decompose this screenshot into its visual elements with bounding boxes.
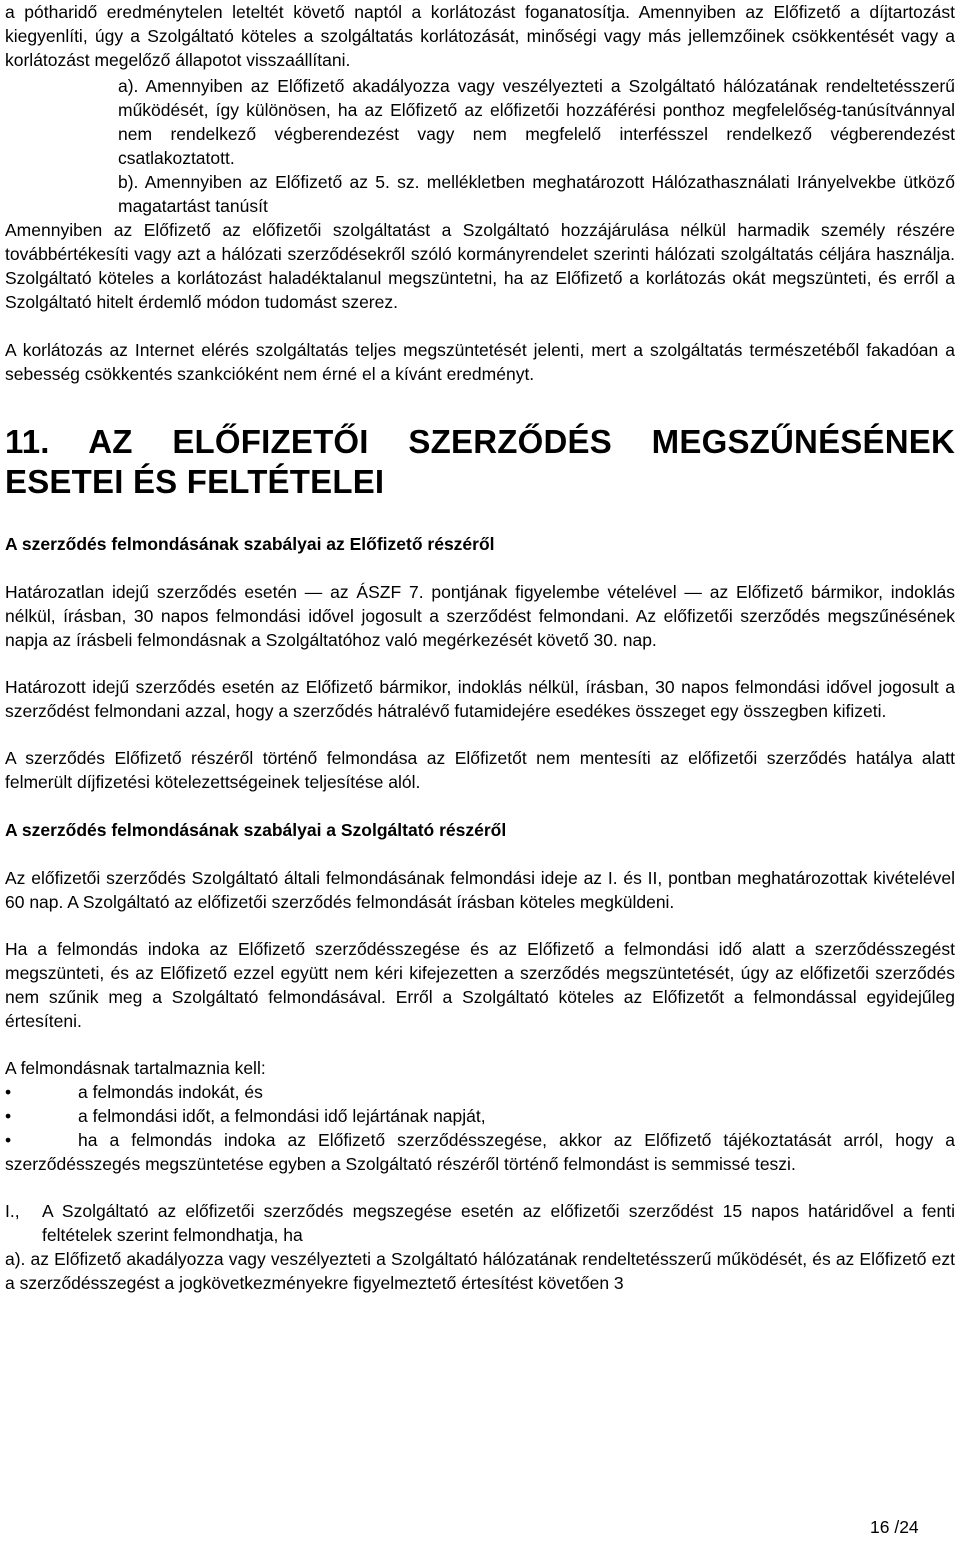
bullet-icon: •	[5, 1106, 12, 1126]
paragraph-item-a: a). Amennyiben az Előfizető akadályozza vagy veszélyezteti a Szolgáltató hálózatának rendeltetésszerű működését, így különösen, ha az Előfizető az előfizetői hozzáférési ponthoz megfelelőség-tanúsítvánnyal nem rendelkező végberendezést vagy nem megfelelő interfésszel rendelkező végberendezést csatlakoztatott.	[118, 76, 955, 168]
paragraph-indefinite-contract: Határozatlan idejű szerződés esetén — az ÁSZF 7. pontjának figyelembe vételével — az Előfizető bármikor, indoklás nélkül, írásban, 30 napos felmondási idővel jogosult a szerződést felmondani. Az előfizetői szerződés megszűnésének napja az írásbeli felmondásnak a Szolgáltatóhoz való megérkezését követő 30. nap.	[5, 582, 955, 650]
document-page	[5, 0, 955, 1295]
subheading-provider-termination: A szerződés felmondásának szabályai a Szolgáltató részéről	[5, 820, 507, 840]
list-item: • a felmondási időt, a felmondási idő lejártának napját,	[5, 1106, 486, 1126]
roman-item-text: A Szolgáltató az előfizetői szerződés megszegése esetén az előfizetői szerződést 15 napos határidővel a fenti feltételek szerint felmondhatja, ha	[42, 1201, 955, 1245]
list-item: • ha a felmondás indoka az Előfizető szerződésszegése, akkor az Előfizető tájékoztatását arról, hogy a szerződésszegés megszüntetése egyben a Szolgáltató részéről történő felmondást is semmissé teszi.	[5, 1130, 955, 1174]
list-item: • a felmondás indokát, és	[5, 1082, 263, 1102]
paragraph-restriction-lifting: a pótharidő eredménytelen leteltét követő naptól a korlátozást foganatosítja. Amennyiben az Előfizető a díjtartozást kiegyenlíti, úgy a Szolgáltató köteles a szolgáltatás korlátozását, minőségi vagy más jellemzőinek csökkentését vagy a korlátozást megelőző állapotot visszaállítani.	[5, 2, 955, 70]
paragraph-internet-restriction: A korlátozás az Internet elérés szolgáltatás teljes megszüntetését jelenti, mert a szolgáltatás természetéből fakadóan a sebesség csökkentés szankcióként nem érné el a kívánt eredményt.	[5, 340, 955, 384]
paragraph-item-b: b). Amennyiben az Előfizető az 5. sz. mellékletben meghatározott Hálózathasználati Irányelvekbe ütköző magatartást tanúsít	[118, 172, 955, 216]
paragraph-last-item-a: a). az Előfizető akadályozza vagy veszélyezteti a Szolgáltató hálózatának rendeltetésszerű működését, és az Előfizető ezt a szerződésszegést a jogkövetkezményekre figyelmeztető értesítést követően 3	[5, 1249, 955, 1293]
paragraph-breach-remedied: Ha a felmondás indoka az Előfizető szerződésszegése és az Előfizető a felmondási idő alatt a szerződésszegést megszünteti, és az Előfizető ezzel együtt nem kéri kifejezetten a szerződés megszüntetését, úgy az előfizetői szerződés nem szűnik meg a Szolgáltató felmondásával. Erről a Szolgáltató köteles az Előfizetőt a felmondással egyidejűleg értesíteni.	[5, 939, 955, 1031]
roman-numeral: I.,	[5, 1201, 20, 1221]
bullet-icon: •	[5, 1130, 12, 1150]
subheading-subscriber-termination: A szerződés felmondásának szabályai az Előfizető részéről	[5, 534, 495, 554]
roman-item-i	[5, 1199, 955, 1247]
paragraph-resale: Amennyiben az Előfizető az előfizetői szolgáltatást a Szolgáltató hozzájárulása nélkül harmadik személy részére továbbértékesíti vagy azt a hálózati szerződésekről szóló kormányrendelet szerinti hálózati szolgáltatás céljára használja. Szolgáltató köteles a korlátozást haladéktalanul megszüntetni, ha az Előfizető a korlátozás okát megszünteti, és erről a Szolgáltató hitelt érdemlő módon tudomást szerez.	[5, 220, 955, 312]
paragraph-fixed-term-contract: Határozott idejű szerződés esetén az Előfizető bármikor, indoklás nélkül, írásban, 30 napos felmondási idővel jogosult a szerződést felmondani azzal, hogy a szerződés hátralévő futamidejére esedékes összeget egy összegben kifizeti.	[5, 677, 955, 721]
section-heading: 11. AZ ELŐFIZETŐI SZERZŐDÉS MEGSZŰNÉSÉNEK ESETEI ÉS FELTÉTELEI	[5, 423, 955, 500]
termination-content-list	[5, 1080, 955, 1176]
list-intro: A felmondásnak tartalmaznia kell:	[5, 1058, 266, 1078]
bullet-icon: •	[5, 1082, 12, 1102]
page-number: 16 /24	[870, 1517, 919, 1537]
paragraph-notice-period: Az előfizetői szerződés Szolgáltató általi felmondásának felmondási ideje az I. és II, pontban meghatározottak kivételével 60 nap. A Szolgáltató az előfizetői szerződés felmondását írásban köteles megküldeni.	[5, 868, 955, 912]
paragraph-fee-obligations: A szerződés Előfizető részéről történő felmondása az Előfizetőt nem mentesíti az előfizetői szerződés hatálya alatt felmerült díjfizetési kötelezettségeinek teljesítése alól.	[5, 748, 955, 792]
